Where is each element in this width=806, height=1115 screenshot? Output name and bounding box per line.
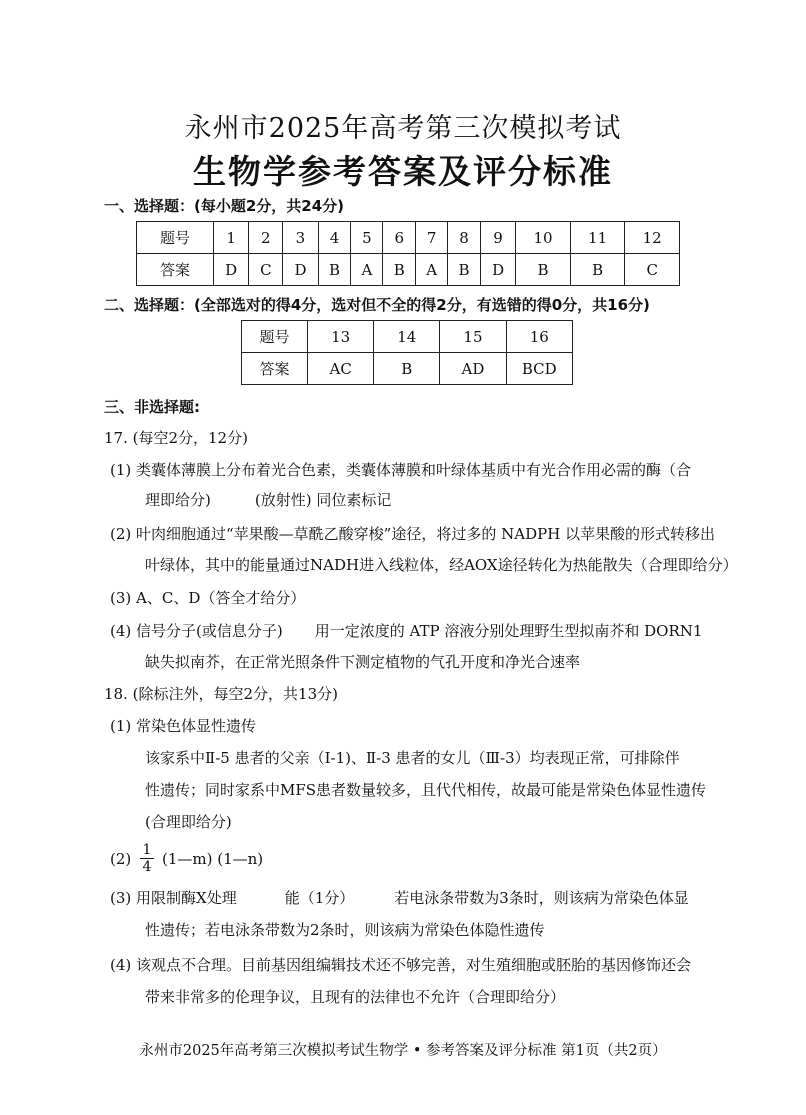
page-footer: 永州市2025年高考第三次模拟考试生物学 • 参考答案及评分标准 第1页（共2页） <box>139 1043 667 1059</box>
fraction-denominator: 4 <box>142 859 152 875</box>
table-cell: C <box>625 254 680 286</box>
q18-answer-4 <box>110 888 689 908</box>
row-label: 答案 <box>242 353 308 385</box>
table-cell: 1 <box>214 222 249 254</box>
table-cell: 2 <box>249 222 283 254</box>
table-cell: 8 <box>448 222 481 254</box>
q17-answer-6-cont: 缺失拟南芥，在正常光照条件下测定植物的气孔开度和净光合速率 <box>145 653 581 671</box>
table-cell: B <box>318 254 351 286</box>
q18-answer-3-label: (2) <box>110 850 132 868</box>
q17-answer-3-cont: 叶绿体，其中的能量通过NADH进入线粒体，经AOX途径转化为热能散失（合理即给分） <box>145 556 738 574</box>
section2-heading: 二、选择题：(全部选对的得4分，选对但不全的得2分，有选错的得0分，共16分) <box>104 296 650 314</box>
q18-answer-2-cont: 性遗传；同时家系中MFS患者数量较多，且代代相传，故最可能是常染色体显性遗传 <box>145 781 707 799</box>
table-cell: D <box>480 254 515 286</box>
table-cell: D <box>283 254 318 286</box>
q18-answer-4-text: (3) 用限制酶X处理 <box>110 889 237 907</box>
table-cell: D <box>214 254 249 286</box>
table-row <box>137 222 680 254</box>
table-cell: 5 <box>351 222 383 254</box>
table-cell: A <box>351 254 383 286</box>
q17-answer-5-text: (4) 信号分子(或信息分子) <box>110 622 283 640</box>
exam-title: 永州市2025年高考第三次模拟考试 <box>184 113 622 144</box>
table-cell: 14 <box>374 321 440 353</box>
q17-answer-2-text: (放射性) 同位素标记 <box>254 491 392 509</box>
q18-answer-2-note: (合理即给分) <box>145 813 232 831</box>
q17-answer-1: (1) 类囊体薄膜上分布着光合色素，类囊体薄膜和叶绿体基质中有光合作用必需的酶（合 <box>110 461 692 479</box>
table-cell: B <box>374 353 440 385</box>
table-cell: 16 <box>506 321 572 353</box>
fraction <box>140 842 154 875</box>
row-label: 答案 <box>137 254 214 286</box>
section1-answer-table <box>136 221 680 286</box>
table-cell: AC <box>308 353 374 385</box>
q18-heading: 18. (除标注外，每空2分，共13分) <box>104 685 338 703</box>
table-row <box>242 321 573 353</box>
q18-answer-2: 该家系中Ⅱ-5 患者的父亲（Ⅰ-1)、Ⅱ-3 患者的女儿（Ⅲ-3）均表现正常，可排除伴 <box>145 749 680 767</box>
table-cell: 9 <box>480 222 515 254</box>
q17-answer-6-text: 用一定浓度的 ATP 溶液分别处理野生型拟南芥和 DORN1 <box>314 622 703 640</box>
table-cell: 7 <box>416 222 448 254</box>
table-cell: 13 <box>308 321 374 353</box>
q17-heading: 17. (每空2分，12分) <box>104 429 248 447</box>
q17-answer-5 <box>110 621 702 641</box>
table-cell: 12 <box>625 222 680 254</box>
row-label: 题号 <box>137 222 214 254</box>
table-cell: AD <box>440 353 506 385</box>
q17-answer-1-text: 理即给分) <box>145 491 211 509</box>
table-row <box>242 353 573 385</box>
table-cell: B <box>448 254 481 286</box>
table-cell: A <box>416 254 448 286</box>
section1-heading: 一、选择题：(每小题2分，共24分) <box>104 197 345 215</box>
q18-answer-1: (1) 常染色体显性遗传 <box>110 717 257 735</box>
q17-answer-1-cont <box>145 490 391 510</box>
q18-answer-3-expression: (1—m) (1—n) <box>162 850 264 868</box>
fraction-numerator: 1 <box>140 842 154 859</box>
document-title: 生物学参考答案及评分标准 <box>193 152 613 191</box>
table-cell: 11 <box>570 222 625 254</box>
q17-answer-3: (2) 叶肉细胞通过“苹果酸—草酰乙酸穿梭”途径，将过多的 NADPH 以苹果酸的形式转移出 <box>110 525 716 543</box>
table-cell: 15 <box>440 321 506 353</box>
table-cell: C <box>249 254 283 286</box>
q18-answer-5-text: 能（1分） <box>284 889 355 907</box>
q17-answer-4: (3) A、C、D（答全才给分） <box>110 589 306 607</box>
section3-heading: 三、非选择题: <box>104 398 200 416</box>
table-cell: 4 <box>318 222 351 254</box>
table-cell: B <box>383 254 416 286</box>
q18-answer-7: (4) 该观点不合理。目前基因组编辑技术还不够完善，对生殖细胞或胚胎的基因修饰还会 <box>110 956 692 974</box>
section2-answer-table <box>241 320 573 385</box>
q18-answer-6-cont: 性遗传；若电泳条带数为2条时，则该病为常染色体隐性遗传 <box>145 921 545 939</box>
q18-answer-7-cont: 带来非常多的伦理争议，且现有的法律也不允许（合理即给分） <box>145 988 566 1006</box>
q18-answer-6-text: 若电泳条带数为3条时，则该病为常染色体显 <box>394 889 689 907</box>
table-cell: 10 <box>516 222 571 254</box>
table-cell: 6 <box>383 222 416 254</box>
table-cell: BCD <box>506 353 572 385</box>
table-cell: B <box>570 254 625 286</box>
table-cell: B <box>516 254 571 286</box>
table-row <box>137 254 680 286</box>
table-cell: 3 <box>283 222 318 254</box>
row-label: 题号 <box>242 321 308 353</box>
